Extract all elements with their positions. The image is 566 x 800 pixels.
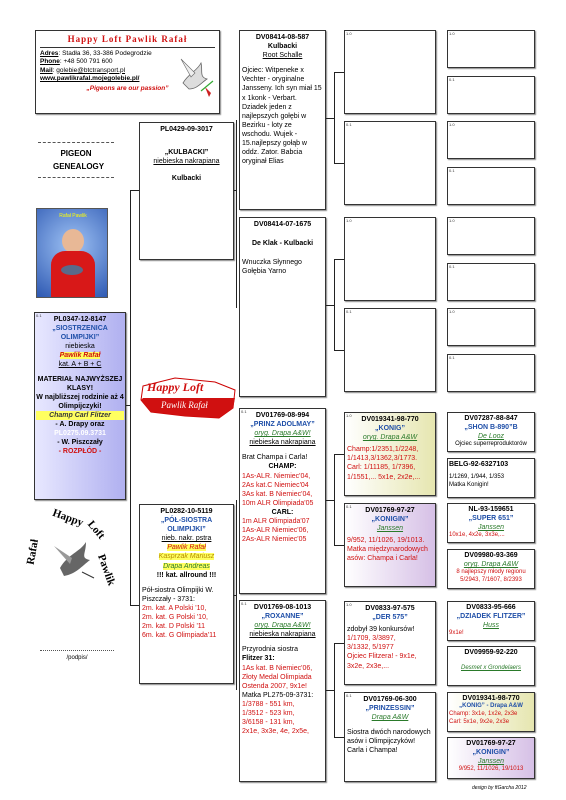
ffa-empty[interactable]: 1.0	[344, 30, 436, 114]
mmf-card[interactable]: 1.0 DV0833-97-575 „DER 575” zdobył 39 konkursów! 1/1709, 3/3897, 3/1332, 5/1977 Ojciec Flitzera! - 9x1e, 3x2e, 2x3e,...	[344, 601, 436, 685]
gg-card-8[interactable]: DV01769-97-27 „KONIGIN” Janssen 9/952, 11/1026, 19/1013	[447, 737, 535, 779]
gg-card-5[interactable]: DV0833-95-666 „DZIADEK FLITZER” Huss 9x1e!	[447, 601, 535, 641]
design-credit: design by ftGarcha 2012	[472, 785, 527, 791]
dove-icon	[179, 53, 215, 99]
connector	[334, 545, 344, 546]
connector	[326, 305, 334, 306]
happy-loft-logo: Happy Loft Rafał Pawlik	[20, 506, 130, 616]
gg-empty-6[interactable]: 0.1	[447, 263, 535, 301]
connector	[334, 643, 344, 644]
connector	[234, 595, 237, 596]
gg-card-3[interactable]: NL-93-159651 „SUPER 651” Janssen 10x1e, 4x2e, 3x3e,...	[447, 503, 535, 543]
mother-card[interactable]: PL0282-10-5119 „PÓŁ-SIOSTRA OLIMPIJKI” nieb. nakr. pstra Pawlik Rafał Kasprzak Mariusz Drapa Andreas !!! kat. allround !!! Pół-siostra Olimpijki W. Piszczały - 3731: 2m. kat. A Polski '10, 2m. kat. G Polski '10, 2m. kat. D Polski '11 6m. kat. G Olimpiada'11	[139, 504, 234, 684]
connector	[130, 190, 131, 605]
mff-card[interactable]: 1.0 DV019341-98-770 „KONIG” oryg. Drapa A&W Champ:1/2351,1/2248, 1/1413,3/1362,3/1773. Carl: 1/11185, 1/7396, 1/1551,... 5x1e, 2x2e,...	[344, 412, 436, 496]
gg-card-6[interactable]: DV09959-92-220 Desmet x Grondelaers	[447, 646, 535, 686]
gg-card-4[interactable]: DV09980-93-369 oryg. Drapa A&W 8 najlepszy młody regionu 5/2943, 7/1607, 8/2393	[447, 549, 535, 589]
happy-loft-map-logo: Happy Loft Pawlik Rafał	[135, 372, 240, 422]
connector	[326, 500, 334, 501]
ff-card[interactable]: DV08414-08-587 Kulbacki Root Schalle Ojciec: Witpeneke x Vechter - oryginalne Jansseny. Ich syn miał 15 x 1konk - Verbart. Dziadek jeden z najlepszych gołębi w Bezirku - loty ze wschodu. Wujek - 15.najlepszy gołąb w oddz. Zator. Babcia oryginał Elias	[239, 30, 326, 210]
connector	[334, 643, 335, 737]
gg-empty-2[interactable]: 0.1	[447, 76, 535, 114]
header-box: Happy Loft Pawlik Rafał Adres: Stadła 36, 33-386 Podegrodzie Phone: +48 500 791 600 Mail: golebie@btctransport.pl www.pawlikrafal.mojegolebie.pl/ „Pigeons are our passion”	[35, 30, 220, 114]
loft-title: Happy Loft Pawlik Rafał	[67, 34, 188, 44]
connector	[334, 454, 344, 455]
slogan: „Pigeons are our passion”	[86, 85, 169, 93]
genealogy-title-box: PIGEON GENEALOGY	[38, 142, 114, 178]
gg-empty-5[interactable]: 1.0	[447, 217, 535, 255]
connector	[130, 605, 139, 606]
connector	[334, 72, 335, 163]
connector	[334, 72, 344, 73]
connector	[334, 454, 335, 545]
mmm-card[interactable]: 0.1 DV01769-06-300 „PRINZESSIN” Drapa A&W Siostra dwóch narodowych asów i Olimpijczyków! Carla i Champa!	[344, 692, 436, 782]
fm-card[interactable]: DV08414-07-1675 De Klak - Kulbacki Wnuczka Słynnego Gołębia Yarno	[239, 217, 326, 397]
fmm-empty[interactable]: 0.1	[344, 308, 436, 392]
connector	[334, 737, 344, 738]
mfm-card[interactable]: 0.1 DV01769-97-27 „KONIGIN” Janssen 9/952, 11/1026, 19/1013. Matka międzynarodowych asów: Champa i Carla!	[344, 503, 436, 587]
connector	[326, 690, 334, 691]
website-link[interactable]: www.pawlikrafal.mojegolebie.pl/	[40, 75, 140, 82]
gg-card-1[interactable]: DV07287-88-847 „SHON B-890”B De Looz Ojciec superreproduktorów	[447, 412, 535, 452]
gg-card-2[interactable]: BELG-92-6327103 1/1269, 1/944, 1/353 Matka Konigin!	[447, 458, 535, 498]
connector	[334, 259, 344, 260]
gg-empty-1[interactable]: 1.0	[447, 30, 535, 68]
fmf-empty[interactable]: 1.0	[344, 217, 436, 301]
connector	[130, 190, 139, 191]
gg-empty-3[interactable]: 1.0	[447, 121, 535, 159]
ffm-empty[interactable]: 0.1	[344, 121, 436, 205]
main-pigeon-card[interactable]: 0.1 PL0347-12-8147 „SIOSTRZENICA OLIMPIJKI” niebieska Pawlik Rafał kat. A + B + C MATERIAŁ NAJWYŻSZEJ KLASY! W najbliższej rodzinie aż 4 Olimpijczyki! Champ Carl Flitzer - A. Drapy oraz PL0275.09.3731 - W. Piszczały - ROZPŁÓD -	[34, 312, 126, 500]
connector	[334, 350, 344, 351]
connector	[236, 120, 237, 308]
gg-empty-7[interactable]: 1.0	[447, 308, 535, 346]
connector	[334, 163, 344, 164]
gg-empty-8[interactable]: 0.1	[447, 354, 535, 392]
gg-card-7[interactable]: DV019341-98-770 „KONIG” - Drapa A&W Champ: 3x1e, 1x2e, 2x3e Carl: 5x1e, 9x2e, 2x3e	[447, 692, 535, 732]
signature-line: /podpis/	[40, 650, 114, 661]
gg-empty-4[interactable]: 0.1	[447, 167, 535, 205]
mm-card[interactable]: 0.1 DV01769-08-1013 „ROXANNE” oryg. Drapa A&W! niebieska nakrapiana Przyrodnia siostra Flitzer 31: 1As kat. B Niemiec'06, Złoty Medal Olimpiada Ostenda 2007, 9x1e! Matka PL275-09-3731: 1/3788 - 551 km, 1/3512 - 523 km, 3/6158 - 131 km, 2x1e, 3x3e, 4e, 2x5e,	[239, 600, 326, 782]
breeder-photo	[36, 208, 108, 298]
photo-caption: Rafał Pawlik	[59, 213, 87, 219]
connector	[334, 259, 335, 350]
connector	[234, 190, 237, 191]
connector	[126, 405, 130, 406]
father-card[interactable]: PL0429-09-3017 „KULBACKI” niebieska nakrapiana Kulbacki	[139, 122, 234, 260]
connector	[326, 118, 334, 119]
mf-card[interactable]: 0.1 DV01769-08-994 „PRINZ ADOLMAY” oryg. Drapa A&W! niebieska nakrapiana Brat Champa i Carla! CHAMP: 1As-ALR. Niemiec'04, 2As kat.C Niemiec'04 3As kat. B Niemiec'04, 10m ALR Olimpiada'05 CARL: 1m ALR Olimpiada'07 1As-ALR Niemiec'06, 2As-ALR Niemiec'05	[239, 408, 326, 594]
